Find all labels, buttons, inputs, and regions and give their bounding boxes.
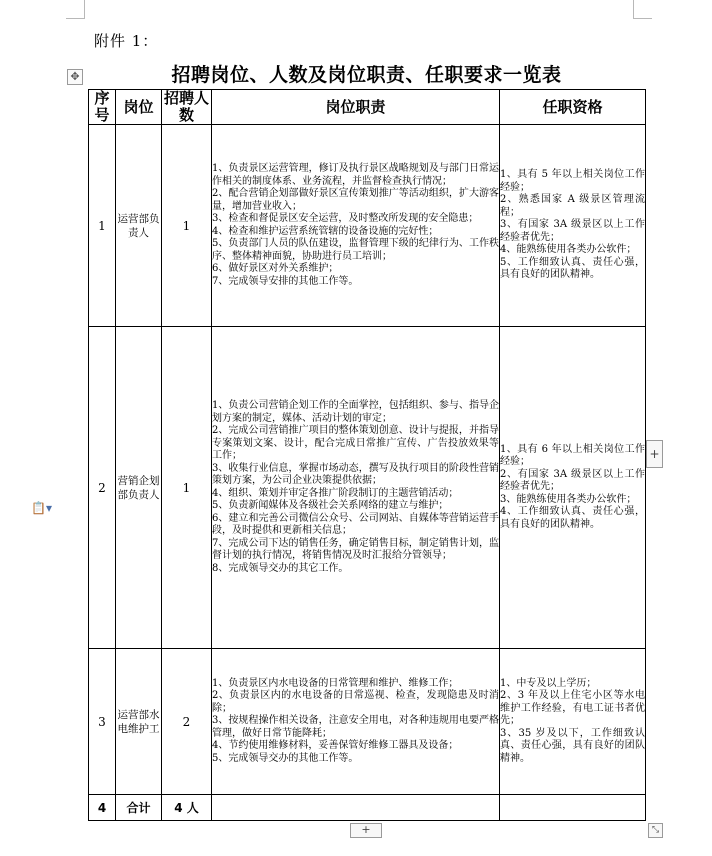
row-requirements-cell <box>500 125 646 327</box>
total-duties-cell <box>212 795 500 821</box>
duty-line: 6、建立和完善公司微信公众号、公司网站、自媒体等营销运营手段，及时提供和更新相关信息； <box>212 512 499 536</box>
duty-line: 4、检查和维护运营系统管辖的设备设施的完好性； <box>212 225 439 237</box>
table-row <box>89 125 646 327</box>
header-count <box>162 90 212 125</box>
table-row <box>89 327 646 649</box>
table-resize-handle-icon[interactable]: ⤡ <box>648 823 663 838</box>
requirement-line: 1、具有 6 年以上相关岗位工作经验； <box>500 443 645 468</box>
duty-line: 8、完成领导交办的其它工作。 <box>212 562 349 574</box>
total-label-cell: 合计 <box>116 795 162 821</box>
page-title: 招聘岗位、人数及岗位职责、任职要求一览表 <box>171 64 562 86</box>
requirement-line: 5、工作细致认真、责任心强，具有良好的团队精神。 <box>500 256 645 281</box>
requirement-line: 1、具有 5 年以上相关岗位工作经验； <box>500 169 645 193</box>
row-count-cell: 1 <box>162 327 212 649</box>
add-column-button[interactable]: + <box>646 440 663 468</box>
requirement-line: 4、工作细致认真、责任心强，具有良好的团队精神。 <box>500 506 645 530</box>
header-duties-text: 岗位职责 <box>325 97 386 116</box>
total-index-cell: 4 <box>89 795 116 821</box>
header-post-text: 岗位 <box>123 97 154 116</box>
header-requirements-text: 任职资格 <box>542 97 603 116</box>
row-post-cell: 运营部水电维护工 <box>116 649 162 795</box>
header-index <box>89 90 116 125</box>
total-row <box>89 795 646 821</box>
duty-line: 2、配合营销企划部做好景区宣传策划推广等活动组织，扩大游客量，增加营业收入； <box>212 188 499 212</box>
row-post-cell: 营销企划部负责人 <box>116 327 162 649</box>
duty-line: 7、完成领导安排的其他工作等。 <box>212 275 359 287</box>
paste-options-icon[interactable]: 📋▾ <box>31 501 52 515</box>
requirement-line: 3、有国家 3A 级景区以上工作经验者优先； <box>500 219 645 243</box>
row-duties-cell <box>212 327 500 649</box>
row-count-cell: 2 <box>162 649 212 795</box>
header-requirements <box>500 90 646 125</box>
row-requirements-cell <box>500 649 646 795</box>
table-move-handle-icon[interactable]: ✥ <box>67 69 83 85</box>
header-index-text: 序号 <box>94 89 110 124</box>
table-header-row <box>89 90 646 125</box>
duty-line: 5、负责新闻媒体及各级社会关系网络的建立与维护； <box>212 500 449 511</box>
crop-mark-top-left <box>66 0 85 19</box>
header-post <box>116 90 162 125</box>
attachment-label: 附件 1： <box>94 32 159 50</box>
crop-mark-top-right <box>633 0 652 19</box>
duty-line: 7、完成公司下达的销售任务，确定销售目标，制定销售计划，监督计划的执行情况，将销售情况及时汇报给分管领导； <box>212 537 499 561</box>
duty-line: 3、收集行业信息，掌握市场动态，撰写及执行项目的阶段性营销策划方案，为公司企业决策提供依据； <box>212 462 499 486</box>
duty-line: 5、负责部门人员的队伍建设，监督管理下级的纪律行为、工作秩序、整体精神面貌，协助进行员工培训； <box>212 238 499 262</box>
row-duties-cell <box>212 125 500 327</box>
duty-line: 1、负责景区运营管理，修订及执行景区战略规划及与部门日常运作相关的制度体系、业务流程，并监督检查执行情况； <box>212 163 499 187</box>
requirement-line: 2、熟悉国家 A 级景区管理流程； <box>500 194 645 218</box>
row-count-cell: 1 <box>162 125 212 327</box>
duty-line: 4、节约使用维修材料，妥善保管好维修工器具及设备； <box>212 740 459 752</box>
duty-line: 2、负责景区内的水电设备的日常巡视、检查，发现隐患及时消除； <box>212 690 499 714</box>
duty-line: 5、完成领导交办的其他工作等。 <box>212 752 359 764</box>
duty-line: 3、检查和督促景区安全运营，及时整改所发现的安全隐患； <box>212 213 479 224</box>
row-index-cell: 2 <box>89 327 116 649</box>
duty-line: 2、完成公司营销推广项目的整体策划创意、设计与提报，并指导专案策划文案、设计，配合完成日常推广宣传、广告投放效果等工作； <box>212 425 499 461</box>
row-requirements-cell <box>500 327 646 649</box>
duty-line: 6、做好景区对外关系维护； <box>212 263 339 274</box>
add-row-button[interactable]: + <box>350 823 382 838</box>
duty-line: 1、负责公司营销企划工作的全面掌控，包括组织、参与、指导企划方案的制定，媒体、活动计划的审定； <box>212 400 499 424</box>
row-post-cell: 运营部负责人 <box>116 125 162 327</box>
row-index-cell: 1 <box>89 125 116 327</box>
requirement-line: 3、能熟练使用各类办公软件； <box>500 493 637 505</box>
row-duties-cell <box>212 649 500 795</box>
requirement-line: 2、有国家 3A 级景区以上工作经验者优先； <box>500 468 645 493</box>
row-index-cell: 3 <box>89 649 116 795</box>
requirement-line: 2、3 年及以上住宅小区等水电维护工作经验，有电工证书者优先； <box>500 690 645 727</box>
duty-line: 1、负责景区内水电设备的日常管理和维护、维修工作； <box>212 677 459 689</box>
header-duties <box>212 90 500 125</box>
duty-line: 3、按规程操作相关设备，注意安全用电，对各种违规用电要严格管理，做好日常节能降耗； <box>212 715 499 739</box>
table-row <box>89 649 646 795</box>
requirement-line: 4、能熟练使用各类办公软件； <box>500 244 637 256</box>
duty-line: 4、组织、策划并审定各推广阶段制订的主题营销活动； <box>212 487 459 499</box>
requirement-line: 3、35 岁及以下，工作细致认真、责任心强，具有良好的团队精神。 <box>500 727 645 764</box>
recruitment-table <box>88 89 646 821</box>
total-count-cell: 4 人 <box>162 795 212 821</box>
header-count-text: 招聘人数 <box>163 89 209 124</box>
requirement-line: 1、中专及以上学历； <box>500 677 597 689</box>
total-requirements-cell <box>500 795 646 821</box>
